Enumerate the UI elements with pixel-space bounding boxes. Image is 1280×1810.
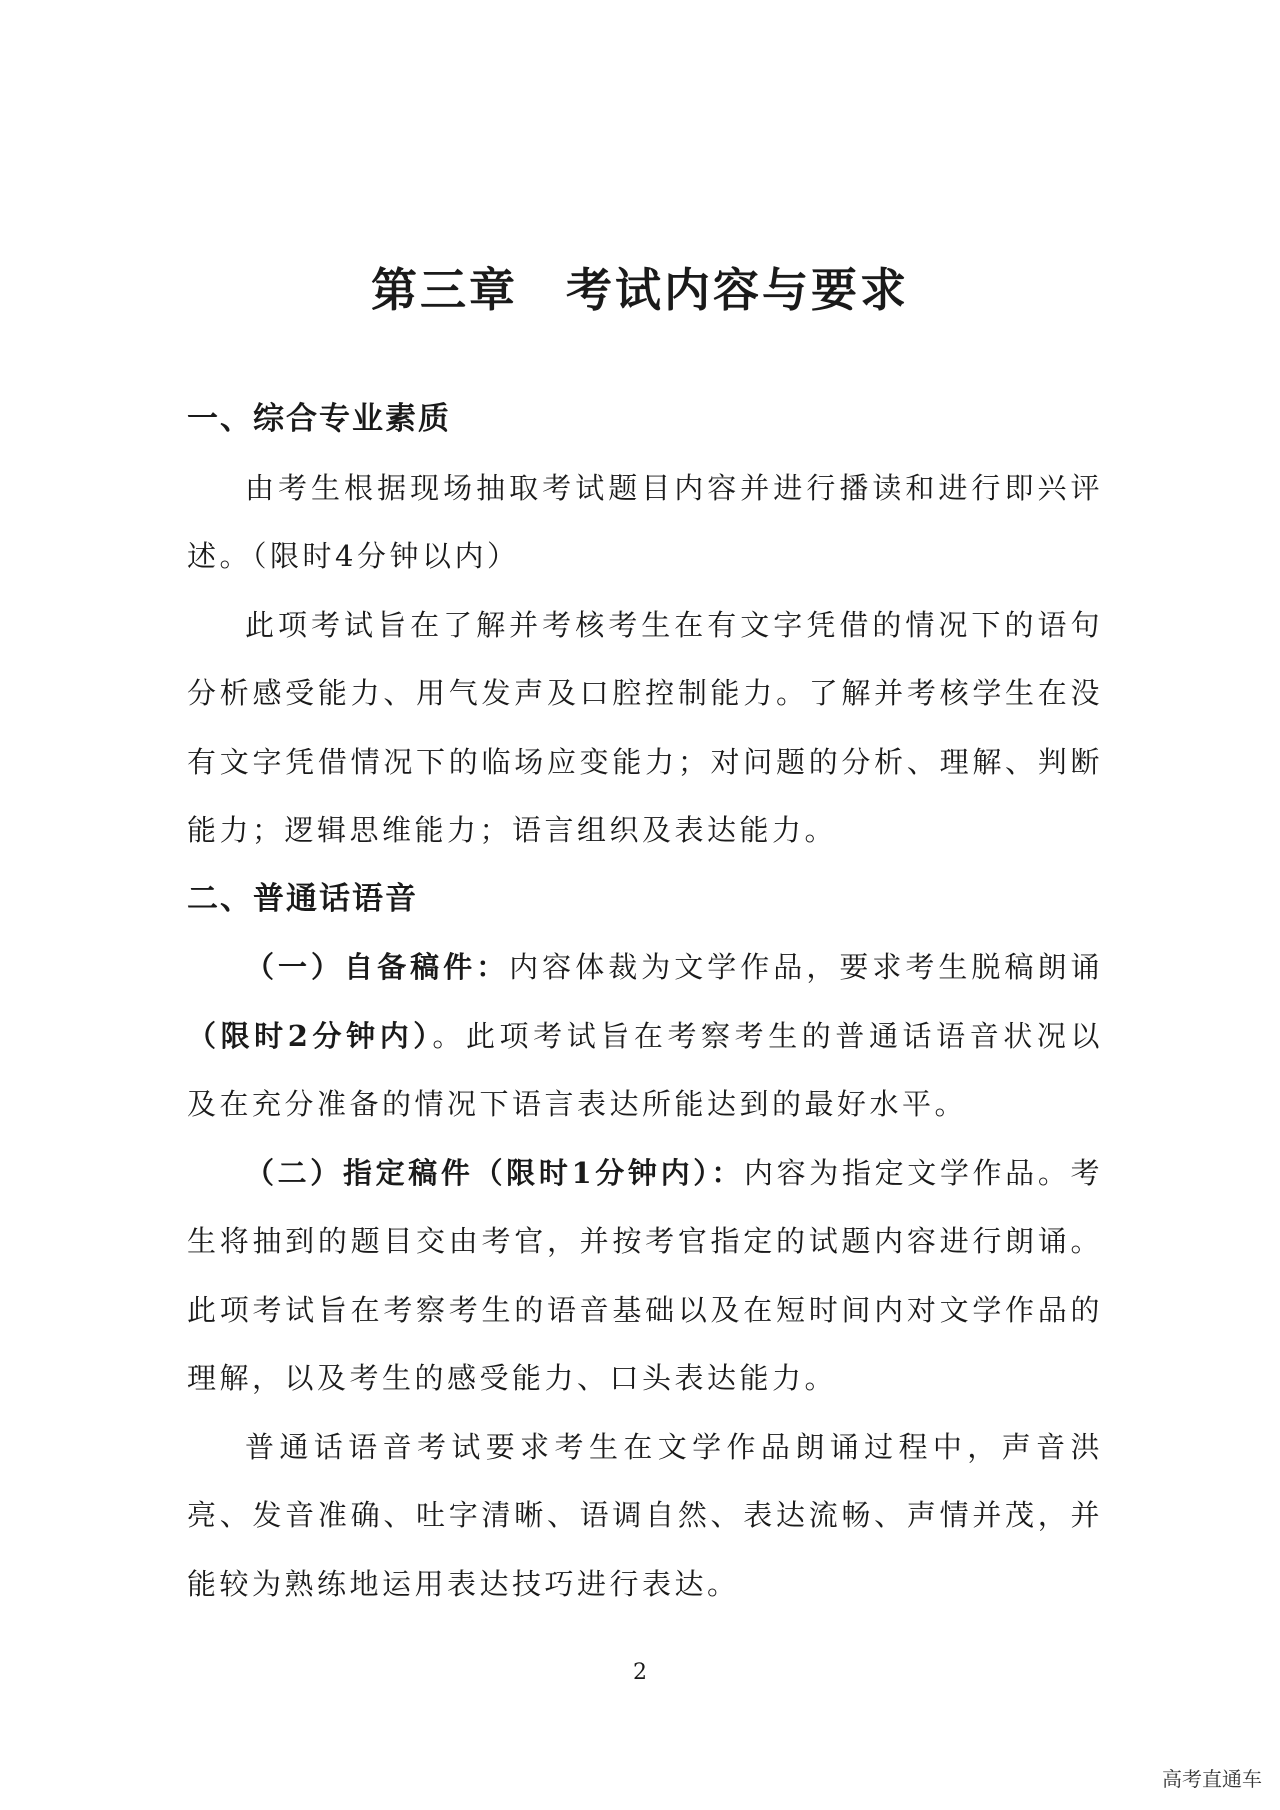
page-number: 2	[633, 1660, 647, 1685]
section-heading-2: 二、普通话语音	[187, 880, 418, 917]
chapter-body	[187, 385, 1103, 1618]
bold-time-limit: （限时2分钟内）	[187, 1018, 433, 1053]
paragraph-text: 。此项考试旨在考察考生的普通话语音状况以及在充分准备的情况下语言表达所能达到的最好水平。	[187, 1018, 1103, 1121]
watermark-text: 高考直通车	[1162, 1767, 1262, 1791]
paragraph: 此项考试旨在了解并考核考生在有文字凭借的情况下的语句分析感受能力、用气发声及口腔控制能力。了解并考核学生在没有文字凭借情况下的临场应变能力；对问题的分析、理解、判断能力；逻辑思维能力；语言组织及表达能力。	[187, 607, 1103, 847]
paragraph-self-prepared	[187, 933, 1103, 1139]
chapter-title	[0, 254, 1280, 320]
paragraph-assigned	[187, 1139, 1103, 1413]
chapter-name: 考试内容与要求	[566, 263, 909, 317]
paragraph-text: 内容为指定文学作品。考生将抽到的题目交由考官，并按考官指定的试题内容进行朗诵。此项考试旨在考察考生的语音基础以及在短时间内对文学作品的理解，以及考生的感受能力、口头表达能力。	[187, 1155, 1103, 1395]
bold-label: （二）指定稿件（限时1分钟内）：	[245, 1155, 745, 1190]
paragraph: 由考生根据现场抽取考试题目内容并进行播读和进行即兴评述。（限时4分钟以内）	[187, 470, 1103, 573]
bold-label: （一）自备稿件：	[245, 950, 510, 984]
chapter-number: 第三章	[371, 263, 518, 317]
paragraph-text: 内容体裁为文学作品，要求考生脱稿朗诵	[509, 950, 1103, 984]
section-heading-1: 一、综合专业素质	[187, 401, 451, 437]
paragraph: 普通话语音考试要求考生在文学作品朗诵过程中，声音洪亮、发音准确、吐字清晰、语调自然、表达流畅、声情并茂，并能较为熟练地运用表达技巧进行表达。	[187, 1429, 1103, 1601]
